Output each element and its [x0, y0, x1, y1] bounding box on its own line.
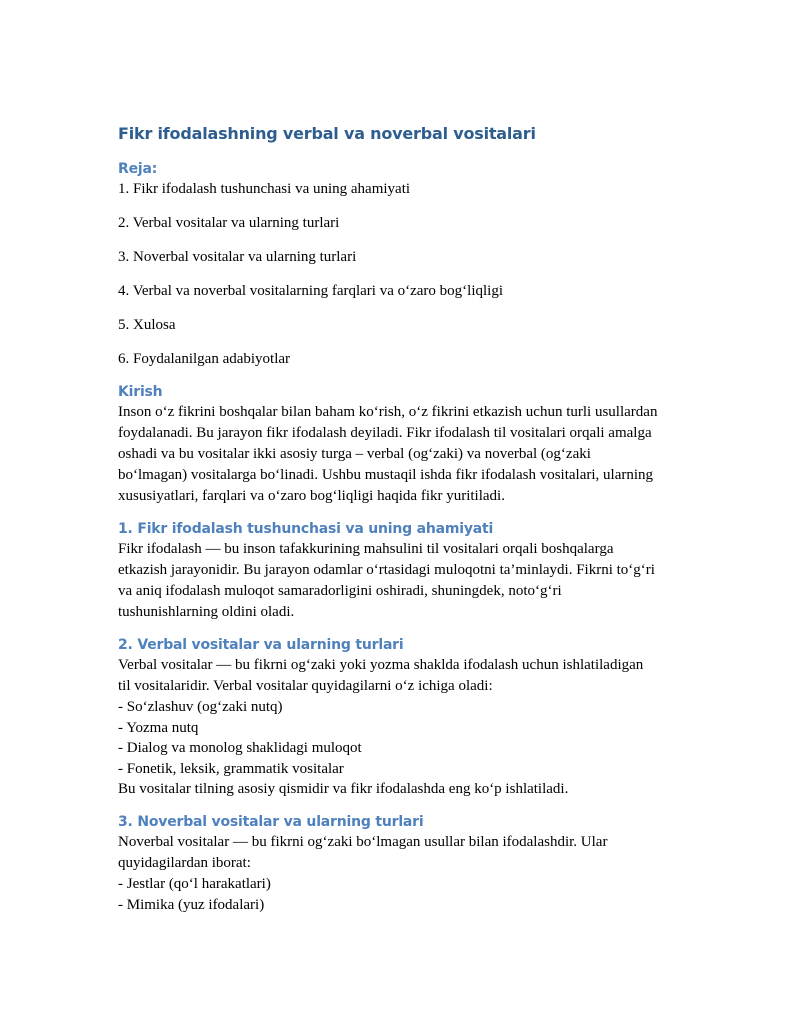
- plan-item: 6. Foydalanilgan adabiyotlar: [118, 351, 291, 367]
- plan-list: [118, 179, 688, 370]
- plan-heading: Reja:: [118, 161, 158, 177]
- section-2-heading: 2. Verbal vositalar va ularning turlari: [118, 637, 404, 653]
- section-3-heading: 3. Noverbal vositalar va ularning turlari: [118, 814, 424, 830]
- section-3-list-item: - Jestlar (qo‘l harakatlari): [118, 876, 271, 892]
- plan-item: 4. Verbal va noverbal vositalarning farqlari va o‘zaro bog‘liqligi: [118, 283, 504, 299]
- intro-heading: Kirish: [118, 384, 163, 400]
- section-2-list-item: - Yozma nutq: [118, 719, 199, 736]
- intro-paragraph: [118, 402, 688, 507]
- intro-line: foydalanadi. Bu jarayon fikr ifodalash deyiladi. Fikr ifodalash til vositalari orqali amalga: [118, 425, 652, 441]
- plan-item: 5. Xulosa: [118, 317, 176, 333]
- section-2: [118, 635, 688, 800]
- section-1-line: tushunishlarning oldini oladi.: [118, 604, 295, 620]
- section-3-list-item: - Mimika (yuz ifodalari): [118, 896, 265, 913]
- section-1: [118, 519, 688, 623]
- section-1-line: etkazish jarayonidir. Bu jarayon odamlar o‘rtasidagi muloqotni ta’minlaydi. Fikrni to‘g‘ri: [118, 562, 655, 578]
- section-2-list-item: - Fonetik, leksik, grammatik vositalar: [118, 760, 344, 777]
- section-2-line: til vositalaridir. Verbal vositalar quyidagilarni o‘z ichiga oladi:: [118, 678, 493, 694]
- intro-line: xususiyatlari, farqlari va o‘zaro bog‘liqligi haqida fikr yuritiladi.: [118, 488, 505, 504]
- section-3: [118, 812, 688, 915]
- section-2-line: Verbal vositalar — bu fikrni og‘zaki yoki yozma shaklda ifodalash uchun ishlatiladigan: [118, 657, 644, 673]
- document-title: Fikr ifodalashning verbal va noverbal vositalari: [118, 124, 536, 143]
- section-2-list-item: - Dialog va monolog shaklidagi muloqot: [118, 740, 362, 756]
- section-1-line: Fikr ifodalash — bu inson tafakkurining mahsulini til vositalari orqali boshqalarga: [118, 541, 614, 557]
- plan-item: 1. Fikr ifodalash tushunchasi va uning ahamiyati: [118, 181, 411, 197]
- section-3-line: quyidagilardan iborat:: [118, 855, 251, 871]
- section-1-line: va aniq ifodalash muloqot samaradorligini oshiradi, shuningdek, noto‘g‘ri: [118, 583, 562, 599]
- section-2-list-item: - So‘zlashuv (og‘zaki nutq): [118, 699, 283, 715]
- intro-line: oshadi va bu vositalar ikki asosiy turga – verbal (og‘zaki) va noverbal (og‘zaki: [118, 446, 591, 462]
- section-2-closing: Bu vositalar tilning asosiy qismidir va fikr ifodalashda eng ko‘p ishlatiladi.: [118, 781, 569, 797]
- section-3-line: Noverbal vositalar — bu fikrni og‘zaki bo‘lmagan usullar bilan ifodalashdir. Ular: [118, 834, 608, 850]
- section-1-heading: 1. Fikr ifodalash tushunchasi va uning ahamiyati: [118, 521, 494, 537]
- document-page: [118, 124, 688, 915]
- plan-item: 2. Verbal vositalar va ularning turlari: [118, 215, 340, 231]
- plan-item: 3. Noverbal vositalar va ularning turlari: [118, 249, 357, 265]
- intro-line: bo‘lmagan) vositalarga bo‘linadi. Ushbu mustaqil ishda fikr ifodalash vositalari, ularning: [118, 467, 654, 483]
- intro-line: Inson o‘z fikrini boshqalar bilan baham ko‘rish, o‘z fikrini etkazish uchun turli usullardan: [118, 404, 658, 420]
